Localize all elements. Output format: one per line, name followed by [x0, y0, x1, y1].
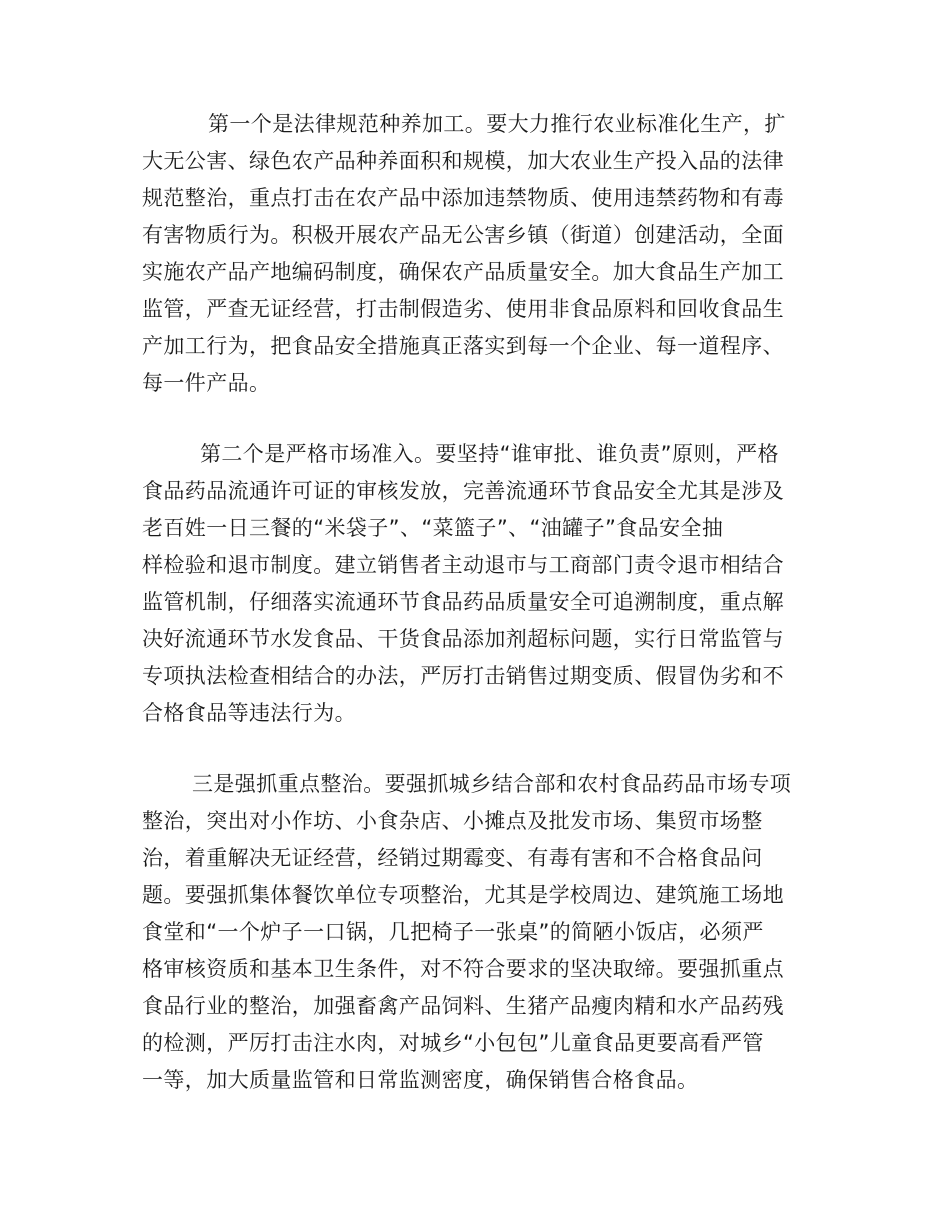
paragraph-line: 治，着重解决无证经营，经销过期霉变、有毒有害和不合格食品问 [142, 846, 763, 870]
paragraph-line: 格审核资质和基本卫生条件，对不符合要求的坚决取缔。要强抓重点 [142, 957, 784, 981]
paragraph-line: 监管机制，仔细落实流通环节食品药品质量安全可追溯制度，重点解 [142, 590, 784, 614]
paragraph-line: 三是强抓重点整治。要强抓城乡结合部和农村食品药品市场专项 [192, 772, 792, 796]
paragraph-line: 食堂和“一个炉子一口锅，几把椅子一张桌”的简陋小饭店，必须严 [142, 920, 764, 944]
paragraph-line: 产加工行为，把食品安全措施真正落实到每一个企业、每一道程序、 [142, 334, 784, 358]
paragraph-line: 题。要强抓集体餐饮单位专项整治，尤其是学校周边、建筑施工场地 [142, 883, 784, 907]
paragraph-legal-standards [142, 106, 810, 402]
paragraph-line: 每一件产品。 [142, 371, 271, 395]
paragraph-line: 合格食品等违法行为。 [142, 701, 356, 725]
paragraph-line: 监管，严查无证经营，打击制假造劣、使用非食品原料和回收食品生 [142, 297, 784, 321]
paragraph-line: 食品行业的整治，加强畜禽产品饲料、生猪产品瘦肉精和水产品药残 [142, 994, 784, 1018]
paragraph-line: 老百姓一日三餐的“米袋子”、“菜篮子”、“油罐子”食品安全抽 [142, 516, 724, 540]
document-body [142, 106, 810, 1099]
paragraph-key-rectification [142, 766, 810, 1099]
paragraph-line: 专项执法检查相结合的办法，严厉打击销售过期变质、假冒伪劣和不 [142, 664, 784, 688]
paragraph-line: 规范整治，重点打击在农产品中添加违禁物质、使用违禁药物和有毒 [142, 186, 784, 210]
paragraph-line: 有害物质行为。积极开展农产品无公害乡镇（街道）创建活动，全面 [142, 223, 784, 247]
paragraph-line: 大无公害、绿色农产品种养面积和规模，加大农业生产投入品的法律 [142, 149, 784, 173]
paragraph-line: 第二个是严格市场准入。要坚持“谁审批、谁负责”原则，严格 [200, 442, 779, 466]
paragraph-line: 第一个是法律规范种养加工。要大力推行农业标准化生产，扩 [208, 112, 786, 136]
paragraph-line: 决好流通环节水发食品、干货食品添加剂超标问题，实行日常监管与 [142, 627, 784, 651]
paragraph-line: 的检测，严厉打击注水肉，对城乡“小包包”儿童食品更要高看严管 [142, 1031, 764, 1055]
paragraph-line: 整治，突出对小作坊、小食杂店、小摊点及批发市场、集贸市场整 [142, 809, 763, 833]
paragraph-line: 一等，加大质量监管和日常监测密度，确保销售合格食品。 [142, 1068, 699, 1092]
paragraph-line: 样检验和退市制度。建立销售者主动退市与工商部门责令退市相结合 [142, 553, 784, 577]
paragraph-market-access [142, 436, 810, 732]
paragraph-line: 实施农产品产地编码制度，确保农产品质量安全。加大食品生产加工 [142, 260, 784, 284]
paragraph-line: 食品药品流通许可证的审核发放，完善流通环节食品安全尤其是涉及 [142, 479, 784, 503]
